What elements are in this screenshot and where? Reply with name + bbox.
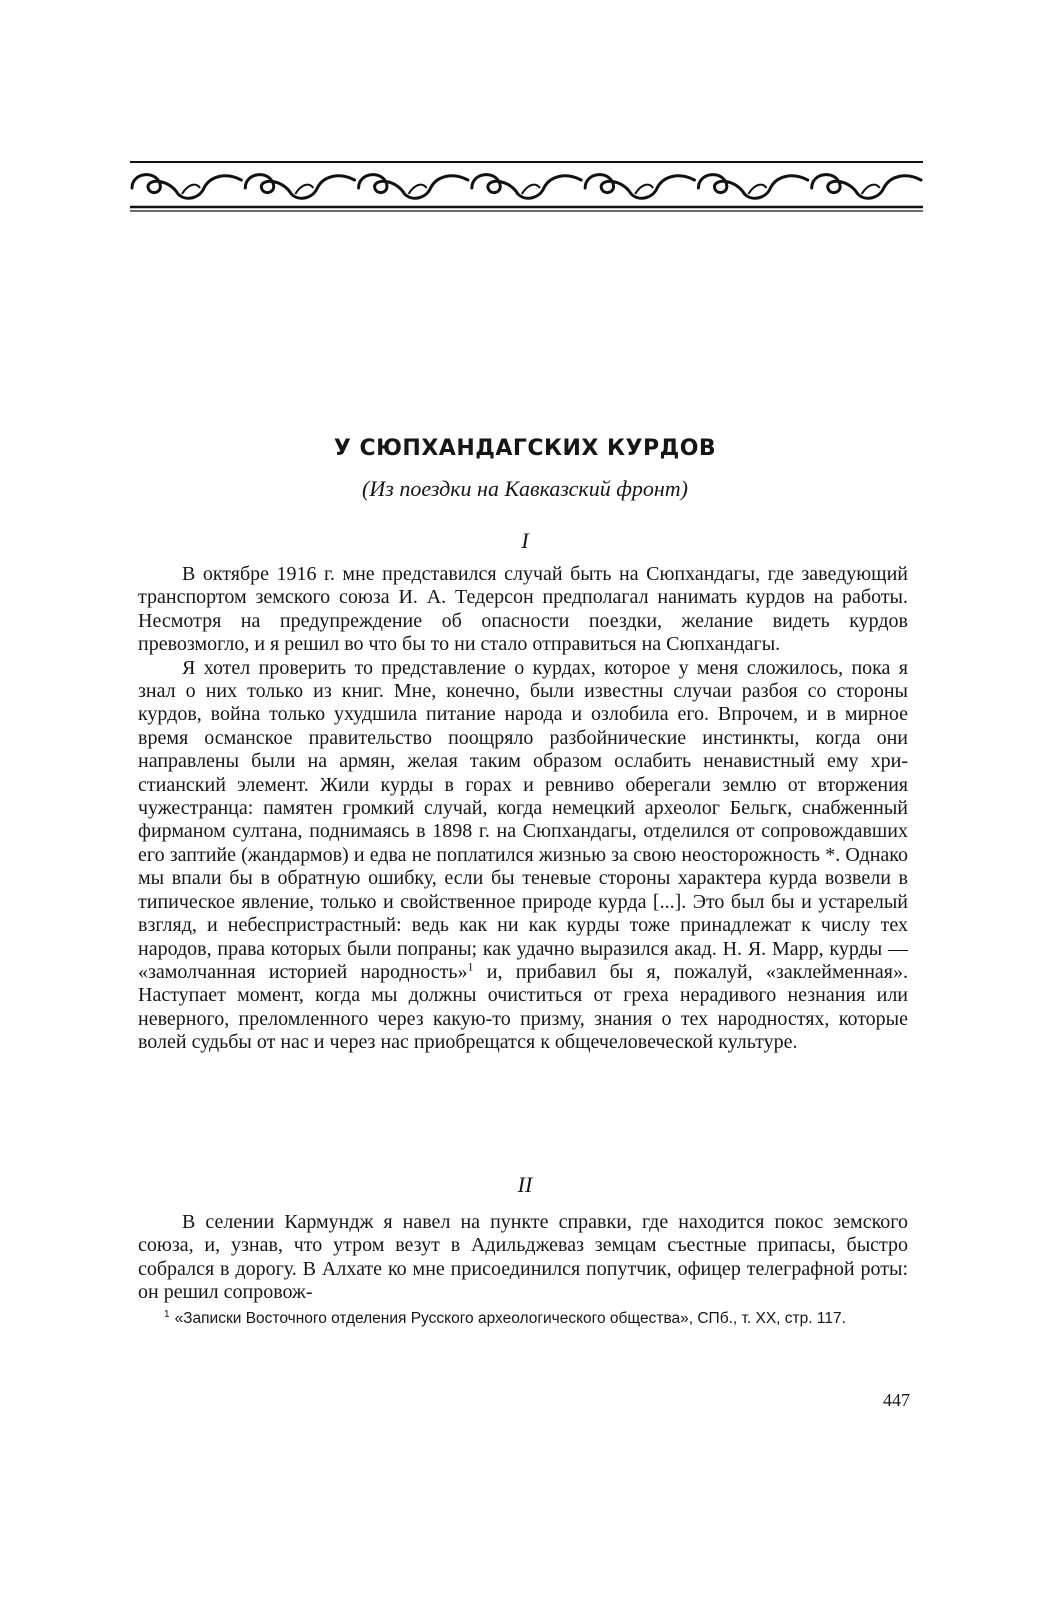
footnote [138,1308,908,1329]
wave-scroll-ornament-icon [130,158,923,214]
footnote-text: «Записки Восточного отделения Русского археологического общества», СПб., т. XX, стр. 117. [174,1310,846,1327]
article-subtitle: (Из поездки на Кавказский фронт) [362,476,688,501]
footnote-reference: 1 [467,959,474,974]
paragraph: В октябре 1916 г. мне представился случай быть на Сюпхандагы, где заведующий транспортом земского союза И. А. Тедерсон предполагал нанимать курдов на работы. Несмотря на предупреждение об опасности поездки, желание видеть курдов превозмогло, и я решил во что бы то ни стало отправиться на Сюпхандагы. [138,563,908,656]
paragraph-text: Я хотел проверить то представление о курдах, которое у меня сложилось, пока я знал о них только из книг. Мне, конечно, были известны случаи разбоя со стороны курдов, война только ухудшила питание народа и озлобила его. Впрочем, и в мирное время османское правительство поощряло разбойнические инстинкты, когда они направлены были на армян, желая таким образом ослабить ненавистный ему христианский элемент. Жили курды в горах и ревниво оберегали землю от вторжения чужестранца: памятен громкий случай, когда немецкий археолог Бельгк, снабженный фирманом султана, поднимаясь в 1898 г. на Сюпхандагы, отделился от сопровождавших его заптийе (жандармов) и едва не поплатился жизнью за свою неосторожность *. Однако мы впали бы в обратную ошибку, если бы теневые стороны характера курда возвели в типическое явление, только и свойственное природе курда [...]. Это был бы и устарелый взгляд, и небеспристрастный: ведь как ни как курды тоже принадлежат к числу тех народов, права которых были попраны; как удачно выразился акад. Н. Я. Марр, курды — «замолчанная историей народность» [138,656,908,983]
section-numeral-1: I [521,528,529,553]
section-numeral-2: II [517,1172,533,1197]
paragraph [138,657,908,1055]
header-ornament [130,158,923,214]
page-number: 447 [883,1390,910,1410]
paragraph: В селении Кармундж я навел на пункте справки, где находится покос земского союза, и, узнав, что утром везут в Адильджеваз земцам съестные припасы, быстро собрался в дорогу. В Алхате ко мне присоединился попутчик, офицер телеграфной роты: он решил сопровож- [138,1211,908,1304]
section-1-body [138,563,908,1055]
section-2-body [138,1211,908,1305]
footnote-mark: 1 [164,1308,170,1320]
article-title: У СЮПХАНДАГСКИХ КУРДОВ [333,436,717,461]
paragraph-text: и, прибавил бы я, пожалуй, «заклейменная». Наступает момент, когда мы должны очиститься от греха нерадивого незнания или неверного, преломленного через какую-то призму, знания о тех народностях, которые волей судьбы от нас и через нас приобрещатся к общечеловеческой культуре. [138,960,909,1054]
